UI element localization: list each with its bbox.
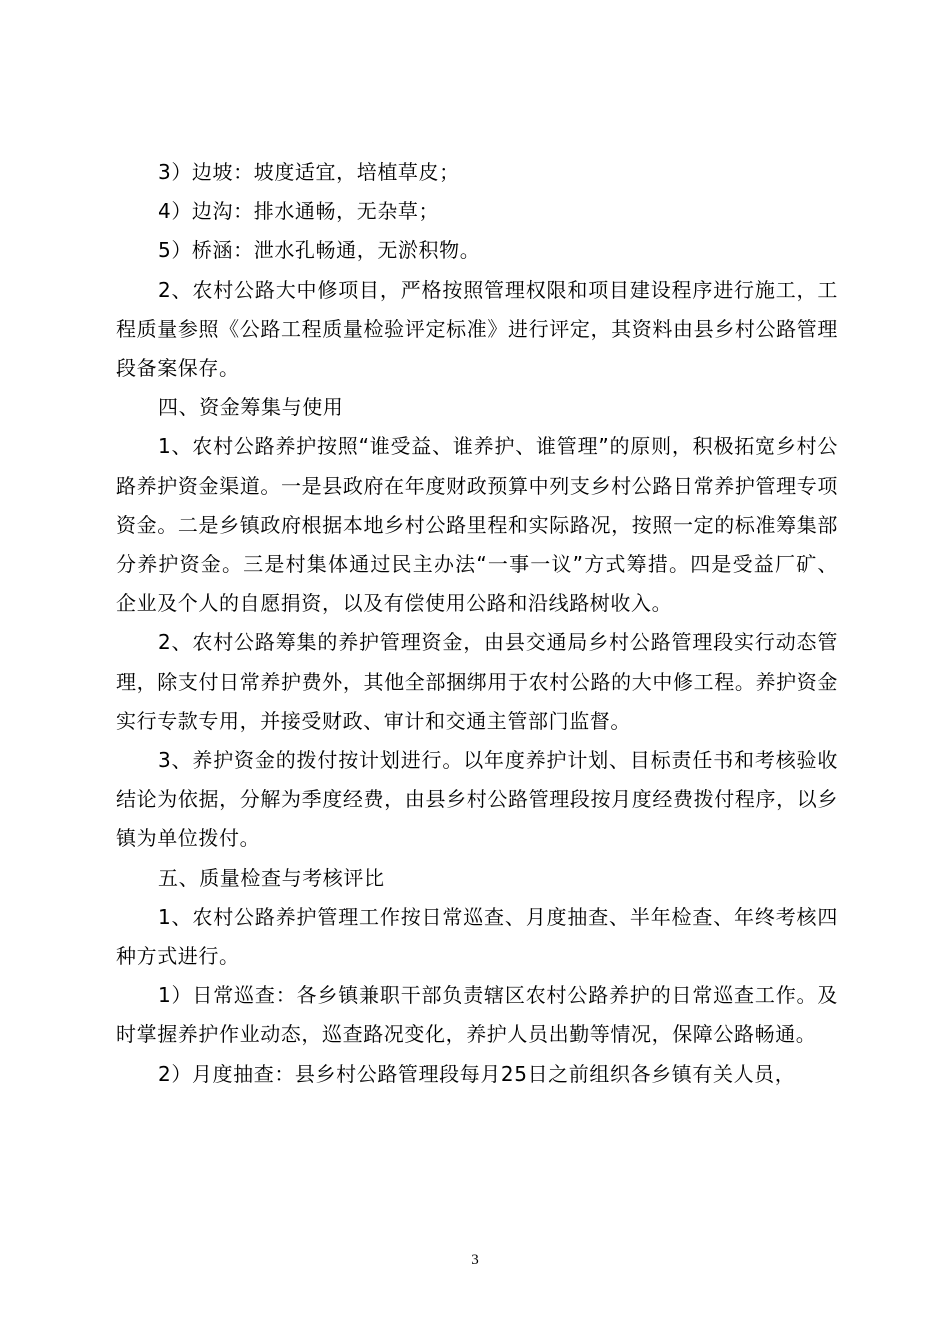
paragraph-monthly-check: 2）月度抽查：县乡村公路管理段每月25日之前组织各乡镇有关人员， bbox=[158, 1061, 796, 1086]
document-body bbox=[116, 153, 838, 1094]
section-heading-funding: 四、资金筹集与使用 bbox=[158, 395, 344, 420]
page-number: 3 bbox=[471, 1252, 479, 1268]
paragraph-funding-channels: 1、农村公路养护按照“谁受益、谁养护、谁管理”的原则，积极拓宽乡村公路养护资金渠道。一是县政府在年度财政预算中列支乡村公路日常养护管理专项资金。二是乡镇政府根据本地乡村公路里程和实际路况，按照一定的标准筹集部分养护资金。三是村集体通过民主办法“一事一议”方式筹措。四是受益厂矿、企业及个人的自愿捐资，以及有偿使用公路和沿线路树收入。 bbox=[116, 434, 838, 616]
paragraph-ditch: 4）边沟：排水通畅，无杂草； bbox=[158, 199, 440, 224]
paragraph-inspection-methods: 1、农村公路养护管理工作按日常巡查、月度抽查、半年检查、年终考核四种方式进行。 bbox=[116, 904, 838, 969]
paragraph-slope: 3）边坡：坡度适宜，培植草皮； bbox=[158, 160, 460, 184]
paragraph-fund-management: 2、农村公路筹集的养护管理资金，由县交通局乡村公路管理段实行动态管理，除支付日常养护费外，其他全部捆绑用于农村公路的大中修工程。养护资金实行专款专用，并接受财政、审计和交通主管部门监督。 bbox=[116, 630, 838, 733]
section-heading-inspection: 五、质量检查与考核评比 bbox=[158, 865, 385, 890]
paragraph-major-repair: 2、农村公路大中修项目，严格按照管理权限和项目建设程序进行施工，工程质量参照《公路工程质量检验评定标准》进行评定，其资料由县乡村公路管理段备案保存。 bbox=[116, 277, 838, 381]
paragraph-culvert: 5）桥涵：泄水孔畅通，无淤积物。 bbox=[158, 238, 481, 263]
paragraph-daily-patrol: 1）日常巡查：各乡镇兼职干部负责辖区农村公路养护的日常巡查工作。及时掌握养护作业动态，巡查路况变化，养护人员出勤等情况，保障公路畅通。 bbox=[116, 983, 838, 1047]
paragraph-fund-allocation: 3、养护资金的拨付按计划进行。以年度养护计划、目标责任书和考核验收结论为依据，分解为季度经费，由县乡村公路管理段按月度经费拨付程序，以乡镇为单位拨付。 bbox=[116, 748, 838, 851]
